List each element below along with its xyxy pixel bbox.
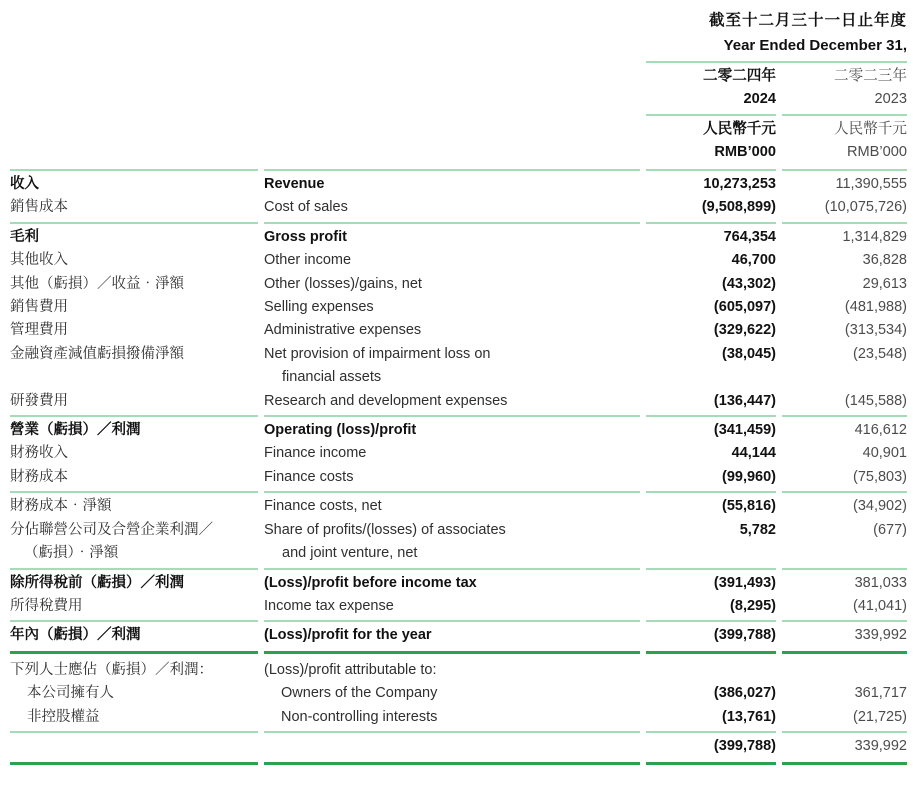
header-rule-full [10, 169, 907, 171]
value-2023: 381,033 [854, 574, 907, 591]
label-cn: 其他收入 [10, 252, 68, 269]
label-cn: 所得稅費用 [10, 597, 83, 614]
separator-rule [10, 620, 907, 622]
value-2023: (23,548) [852, 345, 907, 362]
label-en: Other income [264, 252, 352, 269]
label-en: Finance costs, net [264, 498, 382, 515]
value-2024: (386,027) [713, 685, 776, 702]
value-2024: (399,788) [713, 738, 776, 755]
label-en: Research and development expenses [264, 392, 508, 409]
value-2023: 36,828 [862, 252, 907, 269]
value-2023: 40,901 [862, 445, 907, 462]
separator-rule [10, 651, 907, 654]
value-2023: 1,314,829 [842, 228, 907, 245]
rule-segment [646, 415, 776, 417]
label-cn: 分佔聯營公司及合營企業利潤／ （虧損）‧淨額 [10, 521, 213, 562]
value-2023: 11,390,555 [835, 176, 907, 192]
rule-segment [10, 169, 258, 171]
label-cn: 銷售成本 [10, 199, 68, 216]
rule-segment [646, 568, 776, 570]
currency-2024-en: RMB’000 [714, 144, 776, 160]
rule-segment [646, 114, 776, 116]
rule-segment [264, 491, 640, 493]
rule-segment [782, 169, 907, 171]
rule-segment [10, 651, 258, 654]
label-cn: 非控股權益 [27, 708, 100, 725]
rule-segment [646, 731, 776, 733]
rule-segment [782, 731, 907, 733]
table-row [10, 572, 907, 595]
label-cn: 收入 [10, 176, 39, 192]
currency-2023-en: RMB’000 [846, 144, 907, 160]
rule-segment [264, 651, 640, 654]
rule-segment [10, 620, 258, 622]
value-2024: (605,097) [713, 299, 776, 316]
statement-table [10, 173, 907, 765]
label-en: Net provision of impairment loss on financial assets [264, 345, 491, 386]
currency-2023-cn: 人民幣千元 [834, 121, 907, 137]
label-en: (Loss)/profit attributable to: [264, 661, 437, 678]
year-2024-cn: 二零二四年 [703, 68, 776, 84]
rule-segment [646, 762, 776, 765]
value-2024: (341,459) [713, 422, 776, 439]
label-en: (Loss)/profit for the year [264, 627, 432, 644]
value-2024: (399,788) [713, 627, 776, 644]
table-row [10, 519, 907, 566]
rule-segment [782, 651, 907, 654]
table-row [10, 319, 907, 342]
rule-segment [10, 491, 258, 493]
rule-segment [264, 568, 640, 570]
value-2024: 764,354 [723, 228, 776, 245]
period-header-en: Year Ended December 31, [723, 37, 907, 54]
year-2023: 2023 [874, 91, 907, 107]
label-cn: 除所得稅前（虧損）／利潤 [10, 574, 184, 591]
value-2024: (43,302) [721, 275, 776, 292]
table-row [10, 343, 907, 390]
rule-segment [782, 491, 907, 493]
value-2024: (55,816) [721, 498, 776, 515]
rule-segment [10, 222, 258, 224]
label-en: Share of profits/(losses) of associates and joint venture, net [264, 521, 506, 562]
label-cn: 財務成本‧淨額 [10, 498, 112, 515]
value-2024: (38,045) [721, 345, 776, 362]
label-cn: 其他（虧損）／收益‧淨額 [10, 275, 184, 292]
table-row [10, 273, 907, 296]
rule-segment [782, 568, 907, 570]
separator-rule [10, 568, 907, 570]
rule-segment [10, 568, 258, 570]
value-2024: (13,761) [721, 708, 776, 725]
table-row [10, 595, 907, 618]
value-2024: (99,960) [721, 468, 776, 485]
label-en: Owners of the Company [281, 685, 438, 702]
table-row [10, 442, 907, 465]
separator-rule [10, 415, 907, 417]
label-en: (Loss)/profit before income tax [264, 574, 477, 591]
table-row [10, 466, 907, 489]
rule-segment [264, 731, 640, 733]
table-row [10, 706, 907, 729]
header-rule-period [10, 61, 907, 63]
rule-segment [264, 222, 640, 224]
table-row [10, 495, 907, 518]
value-2023: 29,613 [862, 275, 907, 292]
table-row [10, 682, 907, 705]
value-2023: (313,534) [844, 322, 907, 339]
rule-segment [646, 620, 776, 622]
rule-segment [782, 762, 907, 765]
rule-segment [782, 620, 907, 622]
table-row [10, 390, 907, 413]
value-2023: (10,075,726) [824, 199, 907, 216]
rule-segment [10, 415, 258, 417]
label-cn: 財務收入 [10, 445, 68, 462]
value-2024: (391,493) [713, 574, 776, 591]
rule-segment [782, 222, 907, 224]
rule-segment [646, 491, 776, 493]
currency-2024-cn: 人民幣千元 [703, 121, 776, 137]
label-en: Other (losses)/gains, net [264, 275, 422, 292]
rule-segment [264, 620, 640, 622]
rule-segment [264, 762, 640, 765]
table-row [10, 296, 907, 319]
label-en: Non-controlling interests [281, 708, 438, 725]
header-rule-years [10, 114, 907, 116]
table-row [10, 196, 907, 219]
rule-segment [646, 169, 776, 171]
label-cn: 研發費用 [10, 392, 68, 409]
label-cn: 金融資產減值虧損撥備淨額 [10, 345, 184, 362]
value-2024: (9,508,899) [701, 199, 776, 216]
label-en: Administrative expenses [264, 322, 422, 339]
separator-rule [10, 731, 907, 733]
value-2024: 5,782 [739, 521, 776, 538]
label-cn: 年內（虧損）／利潤 [10, 627, 141, 644]
label-en: Operating (loss)/profit [264, 422, 417, 439]
value-2023: (145,588) [844, 392, 907, 409]
value-2023: (677) [873, 521, 907, 538]
label-cn: 營業（虧損）／利潤 [10, 422, 141, 439]
label-en: Income tax expense [264, 597, 394, 614]
rule-segment [10, 762, 258, 765]
label-en: Cost of sales [264, 199, 348, 216]
rule-segment [646, 61, 907, 63]
period-header-cn: 截至十二月三十一日止年度 [708, 12, 907, 29]
value-2023: (75,803) [852, 468, 907, 485]
label-en: Finance income [264, 445, 367, 462]
year-row [10, 88, 907, 111]
table-row [10, 419, 907, 442]
label-en: Gross profit [264, 228, 347, 245]
value-2023: 339,992 [854, 627, 907, 644]
separator-rule [10, 762, 907, 765]
label-en: Finance costs [264, 468, 354, 485]
year-row-cn [10, 65, 907, 88]
value-2023: 339,992 [854, 738, 907, 755]
rule-segment [264, 415, 640, 417]
table-row [10, 735, 907, 758]
rule-segment [264, 169, 640, 171]
label-cn: 財務成本 [10, 468, 68, 485]
value-2024: 46,700 [731, 252, 776, 269]
rule-segment [646, 651, 776, 654]
value-2024: (329,622) [713, 322, 776, 339]
label-cn: 毛利 [10, 228, 39, 245]
label-cn: 管理費用 [10, 322, 68, 339]
table-row [10, 659, 907, 682]
label-en: Revenue [264, 176, 325, 192]
value-2023: (34,902) [852, 498, 907, 515]
currency-row-en [10, 141, 907, 164]
year-2024: 2024 [743, 91, 776, 107]
value-2024: (8,295) [730, 597, 776, 614]
table-row [10, 624, 907, 647]
value-2024: (136,447) [713, 392, 776, 409]
rule-segment [782, 114, 907, 116]
value-2023: 361,717 [854, 685, 907, 702]
rule-segment [10, 731, 258, 733]
year-2023-cn: 二零二三年 [834, 68, 907, 84]
separator-rule [10, 222, 907, 224]
value-2023: (41,041) [852, 597, 907, 614]
rule-segment [646, 222, 776, 224]
label-en: Selling expenses [264, 299, 374, 316]
value-2024: 10,273,253 [703, 176, 776, 192]
table-row [10, 226, 907, 249]
value-2024: 44,144 [731, 445, 776, 462]
table-row [10, 249, 907, 272]
separator-rule [10, 491, 907, 493]
value-2023: (21,725) [852, 708, 907, 725]
rule-segment [782, 415, 907, 417]
label-cn: 下列人士應佔（虧損）／利潤： [10, 661, 213, 678]
label-cn: 銷售費用 [10, 299, 68, 316]
value-2023: (481,988) [844, 299, 907, 316]
currency-row-cn [10, 118, 907, 141]
label-cn: 本公司擁有人 [27, 685, 114, 702]
table-row [10, 173, 907, 196]
value-2023: 416,612 [854, 422, 907, 439]
